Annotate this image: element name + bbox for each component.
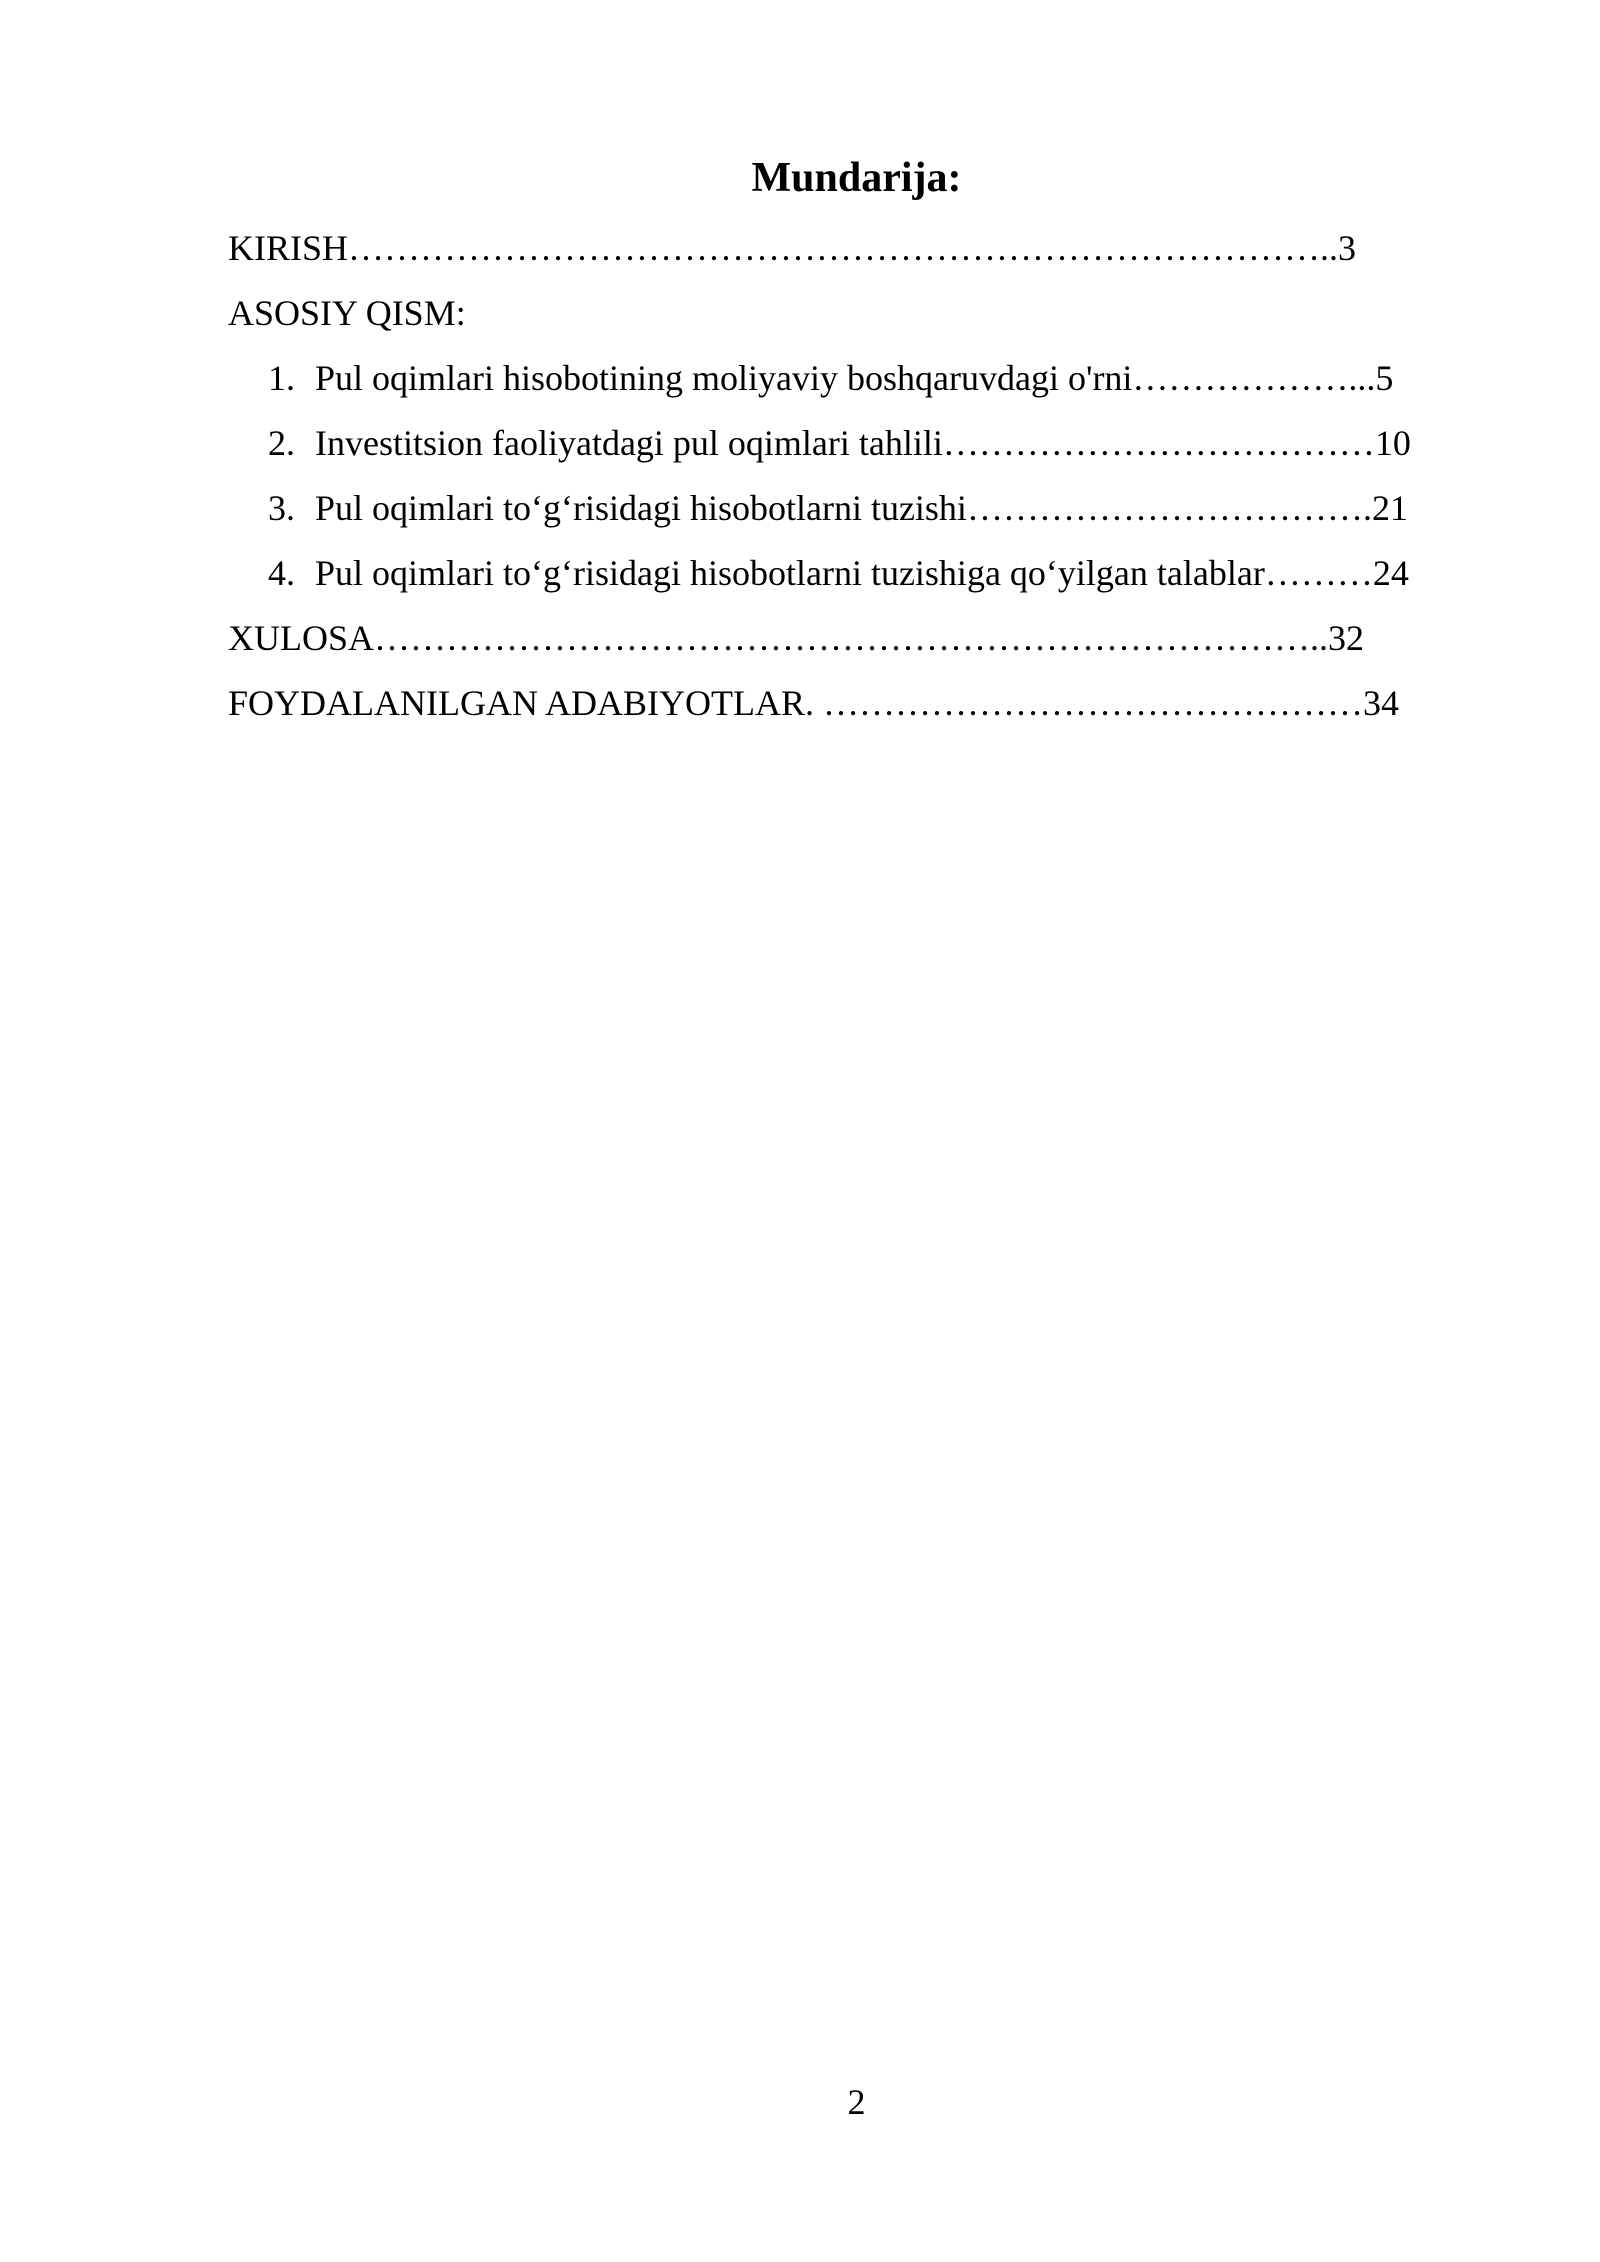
toc-entry-asosiy-qism: ASOSIY QISM:	[228, 293, 466, 333]
page-title: Mundarija:	[751, 155, 962, 201]
toc-item-number: 2.	[268, 423, 295, 463]
toc-item-number: 3.	[268, 488, 295, 528]
toc-item-text: Pul oqimlari to‘g‘risidagi hisobotlarni tuzishi…………………………….21	[315, 488, 1408, 528]
toc-item	[268, 419, 1411, 467]
toc-item-text: Pul oqimlari to‘g‘risidagi hisobotlarni tuzishiga qo‘yilgan talablar………24	[315, 553, 1409, 593]
toc-item	[268, 549, 1409, 597]
toc-entry-adabiyotlar: FOYDALANILGAN ADABIYOTLAR. ………………………………………34	[228, 683, 1399, 723]
toc-item-number: 1.	[268, 358, 295, 398]
toc-entry-kirish: KIRISH………………………………………………………………………..3	[228, 228, 1357, 268]
toc-item	[268, 484, 1408, 532]
toc-entry-xulosa: XULOSA……………………………………………………………………..32	[228, 618, 1365, 658]
toc-item-number: 4.	[268, 553, 295, 593]
toc-item	[268, 354, 1393, 402]
page-number: 2	[847, 2082, 866, 2122]
toc-item-text: Investitsion faoliyatdagi pul oqimlari tahlili………………………………10	[315, 423, 1411, 463]
toc-item-text: Pul oqimlari hisobotining moliyaviy boshqaruvdagi o'rni………………...5	[315, 358, 1394, 398]
